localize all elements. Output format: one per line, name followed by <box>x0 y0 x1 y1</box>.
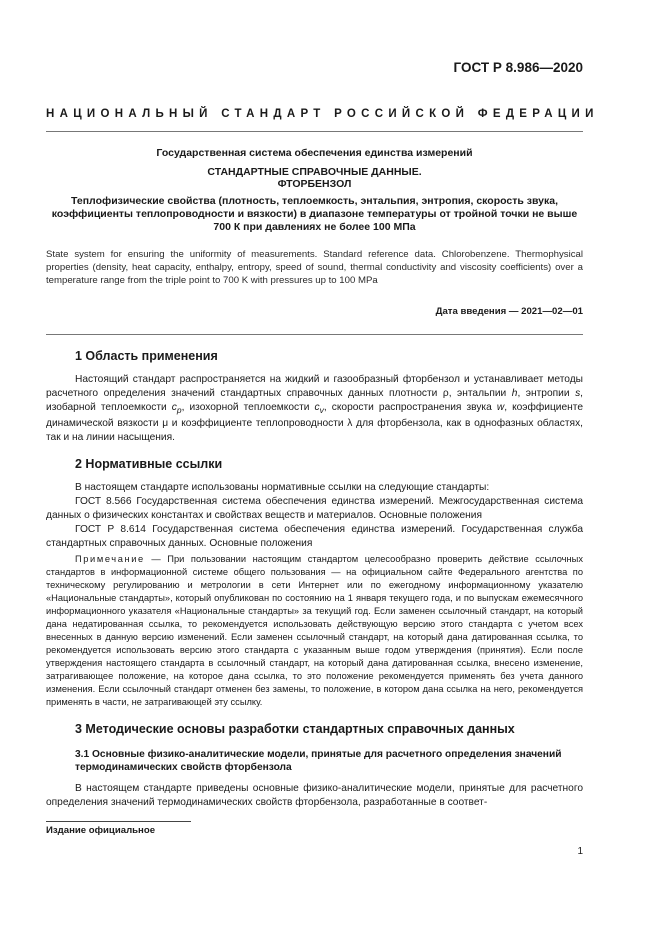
introduction-date: Дата введения — 2021—02—01 <box>435 306 583 317</box>
national-standard-banner: НАЦИОНАЛЬНЫЙ СТАНДАРТ РОССИЙСКОЙ ФЕДЕРАЦИИ <box>46 108 599 120</box>
section-2-heading: 2 Нормативные ссылки <box>75 457 223 471</box>
symbol-speed-of-sound: w <box>496 402 505 413</box>
symbol-enthalpy: h <box>511 388 518 399</box>
scope-text-f: , коэффициенте динамической вязкости μ и коэффициенте теплопроводности λ для фторбензола, как в однофазных областях, так и на линии насыщения. <box>46 402 583 444</box>
subsection-3-1-heading: 3.1 Основные физико-аналитические модели, принятые для расчетного определения значений термодинамических свойств фторбензола <box>75 749 562 773</box>
section-1-paragraph <box>46 373 583 445</box>
reference-gost-8-566: ГОСТ 8.566 Государственная система обеспечения единства измерений. Межгосударственная система данных о физических константах и свойствах веществ и материалов. Основные положения <box>46 496 583 521</box>
english-title: State system for ensuring the uniformity of measurements. Standard reference data. Chlorobenzene. Thermophysical properties (density, heat capacity, enthalpy, entropy, speed of sound, thermal conductivity and viscosity coefficients) over a temperature range from the triple point to 700 K with pressures up to 100 MPa <box>46 249 583 286</box>
scope-text-a: Настоящий стандарт распространяется на жидкий и газообразный фторбензол и устанавливает методы расчетного определения значений стандартных справочных данных плотности ρ, энтальпии <box>46 374 583 399</box>
note-label: Примечание <box>75 554 145 564</box>
symbol-isobaric-heat: c <box>171 402 177 413</box>
title-block-divider <box>46 334 583 335</box>
scope-text-d: , изохорной теплоемкости <box>181 402 315 413</box>
section-3-heading: 3 Методические основы разработки стандартных справочных данных <box>75 722 515 736</box>
subscript-v: v <box>319 405 324 416</box>
references-intro: В настоящем стандарте использованы нормативные ссылки на следующие стандарты: <box>75 482 490 493</box>
note-text: — При пользовании настоящим стандартом целесообразно проверить действие ссылочных стандартов в информационной системе общего пользования — на официальном сайте Федерального агентства по техническому регулированию и метрологии в сети Интернет или по ежегодному информационному указателю «Национальные стандарты», который опубликован по состоянию на 1 января текущего года, и по выпускам ежемесячного информационного указателя «Национальные стандарты» за текущий год. Если заменен ссылочный стандарт, на который дана недатированная ссылка, то рекомендуется использовать действующую версию этого стандарта с учетом всех внесенных в данную версию изменений. Если заменен ссылочный стандарт, на который дана датированная ссылка, то рекомендуется использовать версию этого стандарта с указанным выше годом утверждения (принятия). Если после утверждения настоящего стандарта в ссылочный стандарт, на который дана датированная ссылка, внесено изменение, затрагивающее положение, на которое дана ссылка, то это положение рекомендуется применять без учета данного изменения. Если ссылочный стандарт отменен без замены, то положение, в котором дана ссылка на него, рекомендуется применять в части, не затрагивающей эту ссылку. <box>46 554 583 707</box>
subsection-3-1-paragraph: В настоящем стандарте приведены основные физико-аналитические модели, принятые для расчетного определения значений термодинамических свойств фторбензола, разработанные в соответ- <box>46 783 583 808</box>
system-title: Государственная система обеспечения единства измерений <box>156 147 473 159</box>
footer-divider <box>46 821 191 822</box>
scope-text-e: , скорости распространения звука <box>323 402 497 413</box>
gost-number: ГОСТ Р 8.986—2020 <box>453 60 583 75</box>
reference-data-title-line1: СТАНДАРТНЫЕ СПРАВОЧНЫЕ ДАННЫЕ. <box>207 166 422 178</box>
references-note <box>46 553 583 709</box>
subscript-p: p <box>176 405 182 416</box>
scope-text-b: , энтропии <box>517 388 576 399</box>
section-1-heading: 1 Область применения <box>75 349 218 363</box>
official-edition-label: Издание официальное <box>46 825 156 836</box>
subject-title: Теплофизические свойства (плотность, теплоемкость, энтальпия, энтропия, скорость звука, коэффициенты теплопроводности и вязкости) в диапазоне температуры от тройной точки не выше 700 К при давлениях не более 100 МПа <box>51 195 578 233</box>
symbol-entropy: s <box>575 388 581 399</box>
scope-text-c: , изобарной теплоемкости <box>46 388 583 413</box>
reference-gost-r-8-614: ГОСТ Р 8.614 Государственная система обеспечения единства измерений. Государственная служба стандартных справочных данных. Основные положения <box>46 524 583 549</box>
reference-data-title <box>46 166 583 190</box>
symbol-isochoric-heat: c <box>314 402 320 413</box>
reference-data-title-line2: ФТОРБЕНЗОЛ <box>277 178 352 190</box>
header-divider <box>46 131 583 132</box>
page-number: 1 <box>577 846 583 857</box>
